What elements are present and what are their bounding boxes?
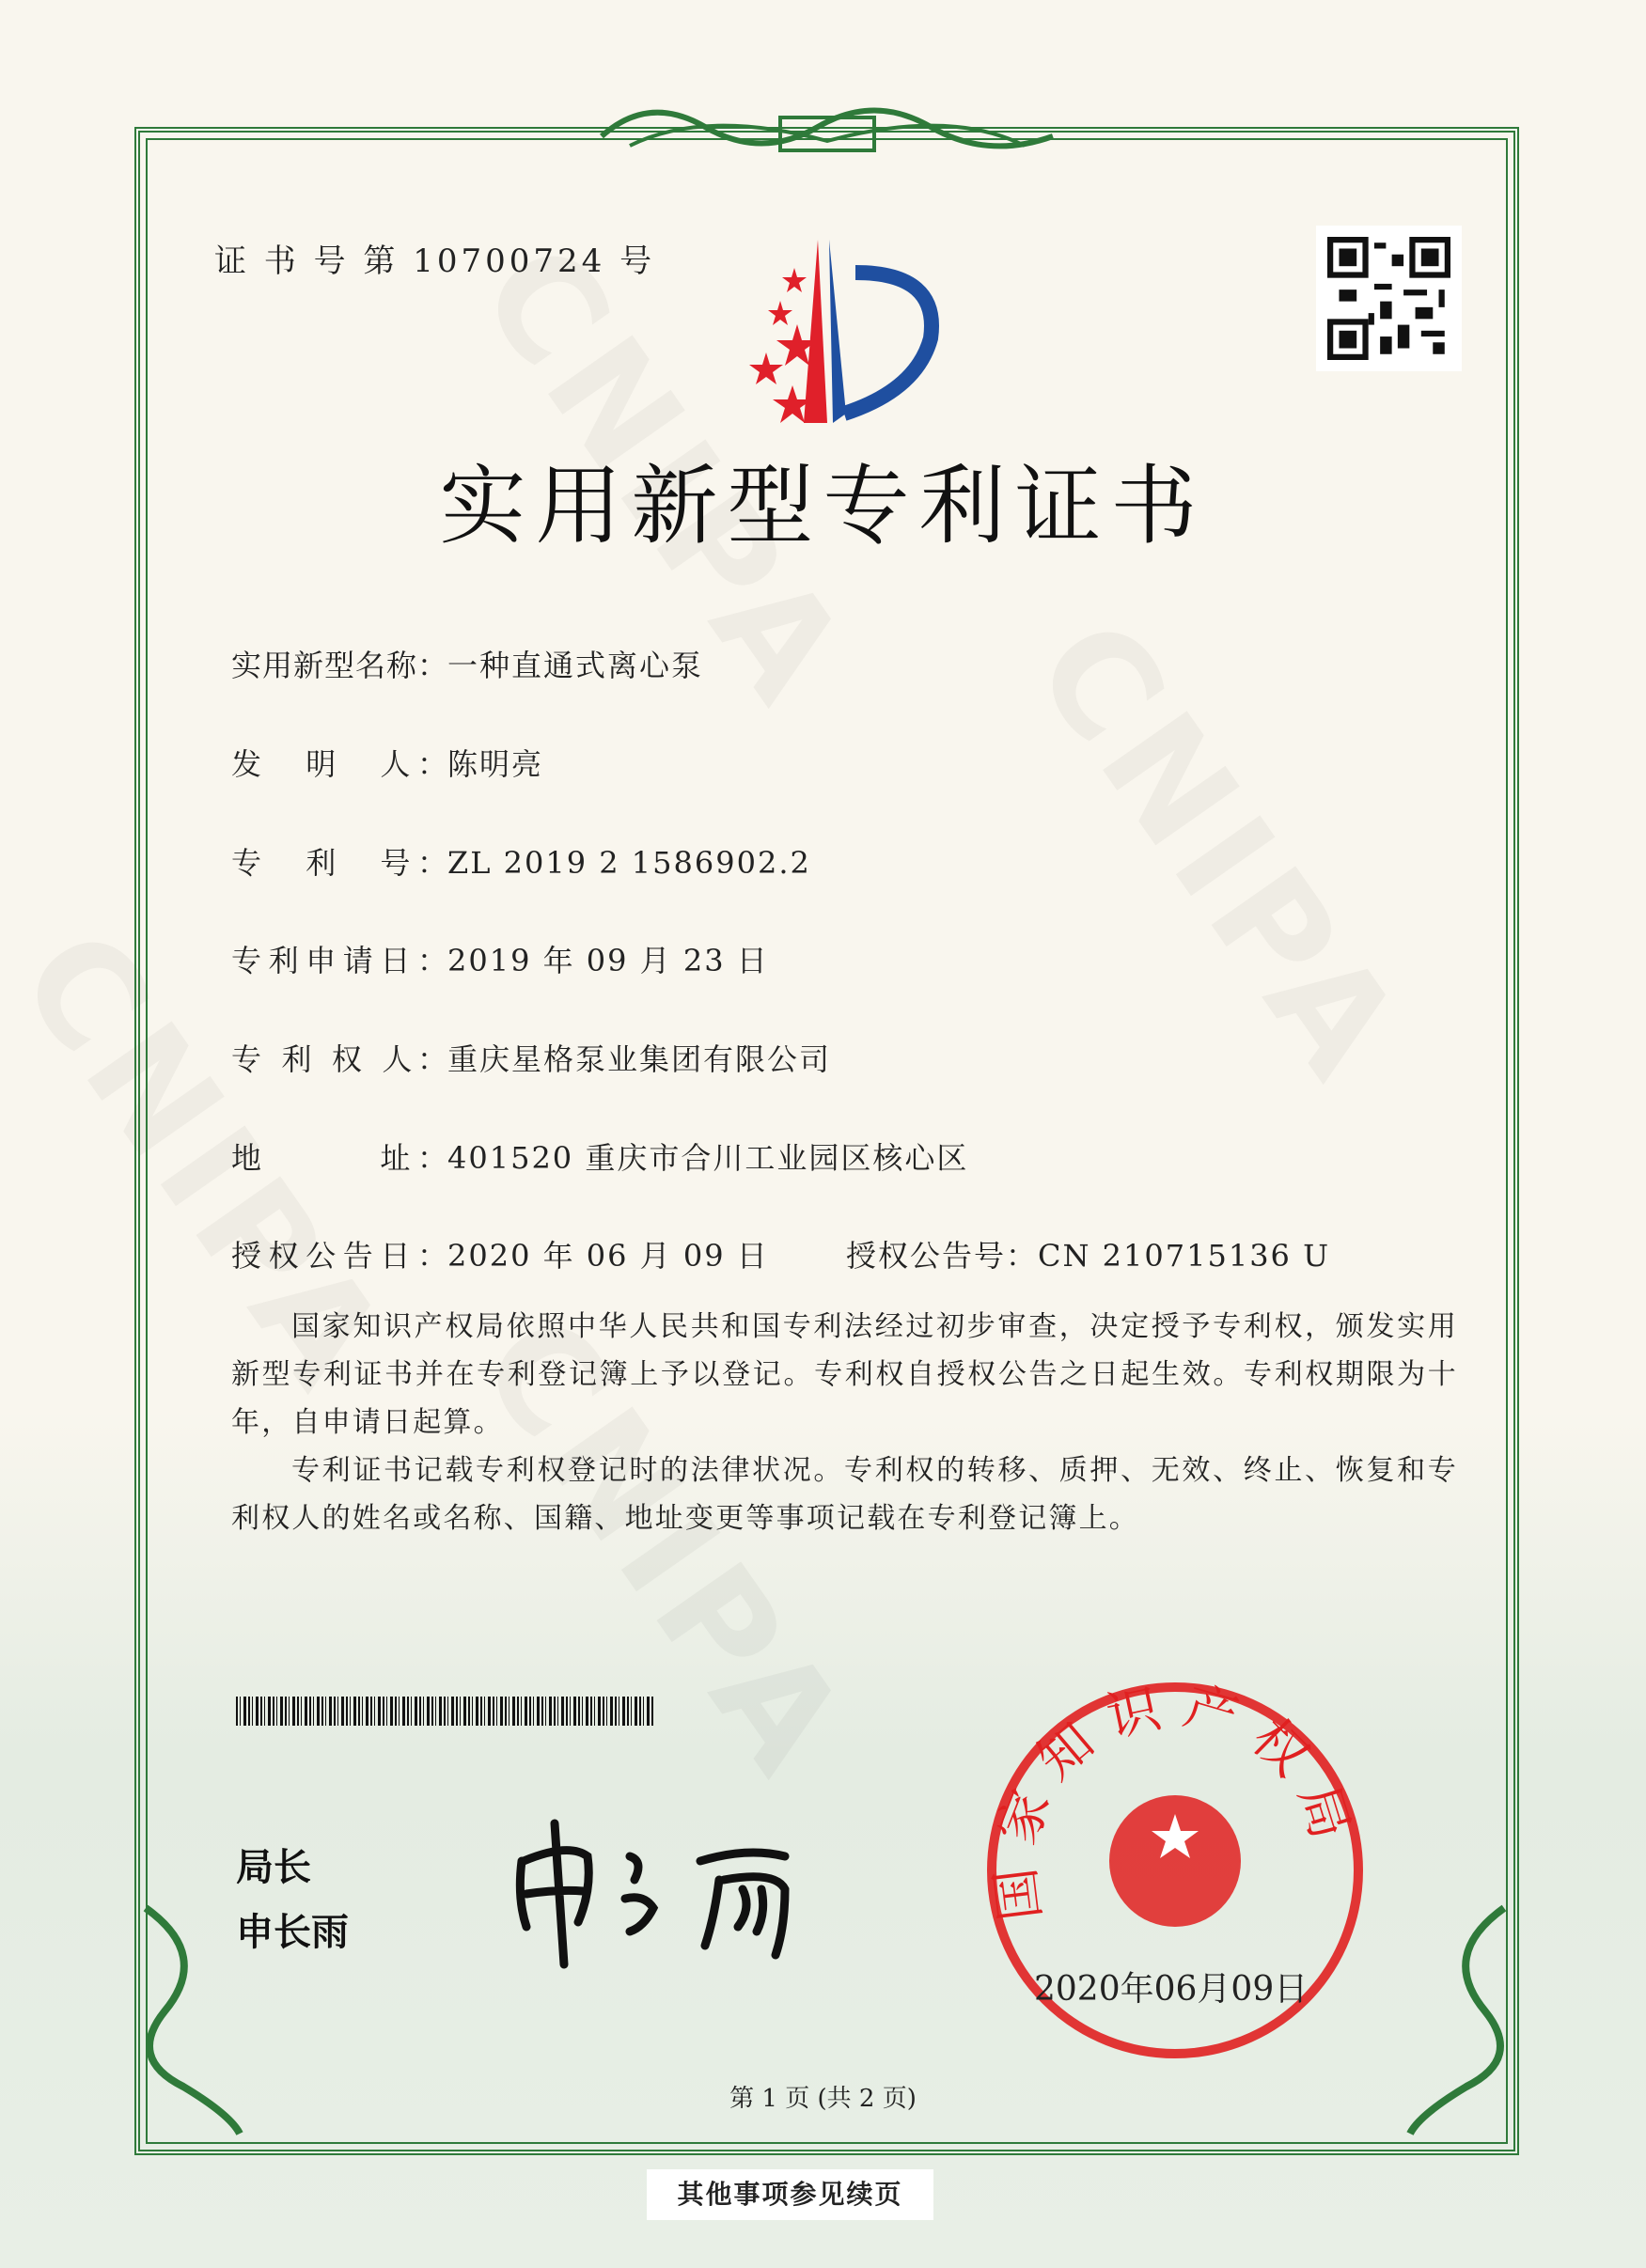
paragraph-grant: 国家知识产权局依照中华人民共和国专利法经过初步审查，决定授予专利权，颁发实用新型专利证书并在专利登记簿上予以登记。专利权自授权公告之日起生效。专利权期限为十年，自申请日起算。 xyxy=(231,1310,1458,1439)
field-value: 2019 年 09 月 23 日 xyxy=(447,943,769,978)
ornament-top xyxy=(592,89,1062,164)
field-value: 陈明亮 xyxy=(447,746,544,782)
field-value: 一种直通式离心泵 xyxy=(447,648,704,683)
cnipa-logo xyxy=(696,235,959,451)
qr-code xyxy=(1316,226,1462,371)
field-label: 实用新型名称： xyxy=(231,648,447,683)
field-label: 发 明 人： xyxy=(231,746,447,782)
field-value: CN 210715136 U xyxy=(1038,1238,1331,1274)
field-value: 2020 年 06 月 09 日 xyxy=(447,1238,769,1274)
page-indicator: 第 1 页 (共 2 页) xyxy=(729,2085,917,2113)
field-grant-date xyxy=(231,1232,769,1275)
certificate-title: 实用新型专利证书 xyxy=(439,456,1207,556)
field-value: 401520 重庆市合川工业园区核心区 xyxy=(447,1140,969,1176)
field-label: 授权公告号： xyxy=(846,1238,1039,1274)
barcode xyxy=(236,1697,655,1726)
handwritten-signature xyxy=(503,1805,851,1974)
paragraph-legal-status: 专利证书记载专利权登记时的法律状况。专利权的转移、质押、无效、终止、恢复和专利权人的姓名或名称、国籍、地址变更等事项记载在专利登记簿上。 xyxy=(231,1454,1458,1535)
signatory-name: 申长雨 xyxy=(236,1911,349,1954)
field-value: ZL 2019 2 1586902.2 xyxy=(447,845,811,881)
field-label: 地 址： xyxy=(231,1140,447,1176)
field-address xyxy=(231,1134,968,1178)
field-application-date xyxy=(231,937,769,980)
certificate-number: 证 书 号 第 10700724 号 xyxy=(214,242,656,280)
field-label: 专 利 号： xyxy=(231,845,447,881)
seal-text: 国家知识产权局 xyxy=(983,1674,1366,1925)
field-label: 授权公告日： xyxy=(231,1238,447,1274)
field-patent-number xyxy=(231,839,811,883)
continuation-note: 其他事项参见续页 xyxy=(647,2169,933,2220)
field-utility-model-name xyxy=(231,642,703,685)
field-patentee xyxy=(231,1036,831,1079)
field-inventor xyxy=(231,741,543,784)
signatory-title: 局长 xyxy=(236,1846,311,1889)
seal-date: 2020年06月09日 xyxy=(1034,1970,1309,2009)
field-label: 专 利 权 人： xyxy=(231,1041,447,1077)
field-grant-number xyxy=(846,1232,1330,1275)
field-value: 重庆星格泵业集团有限公司 xyxy=(447,1041,832,1077)
field-label: 专利申请日： xyxy=(231,943,447,978)
